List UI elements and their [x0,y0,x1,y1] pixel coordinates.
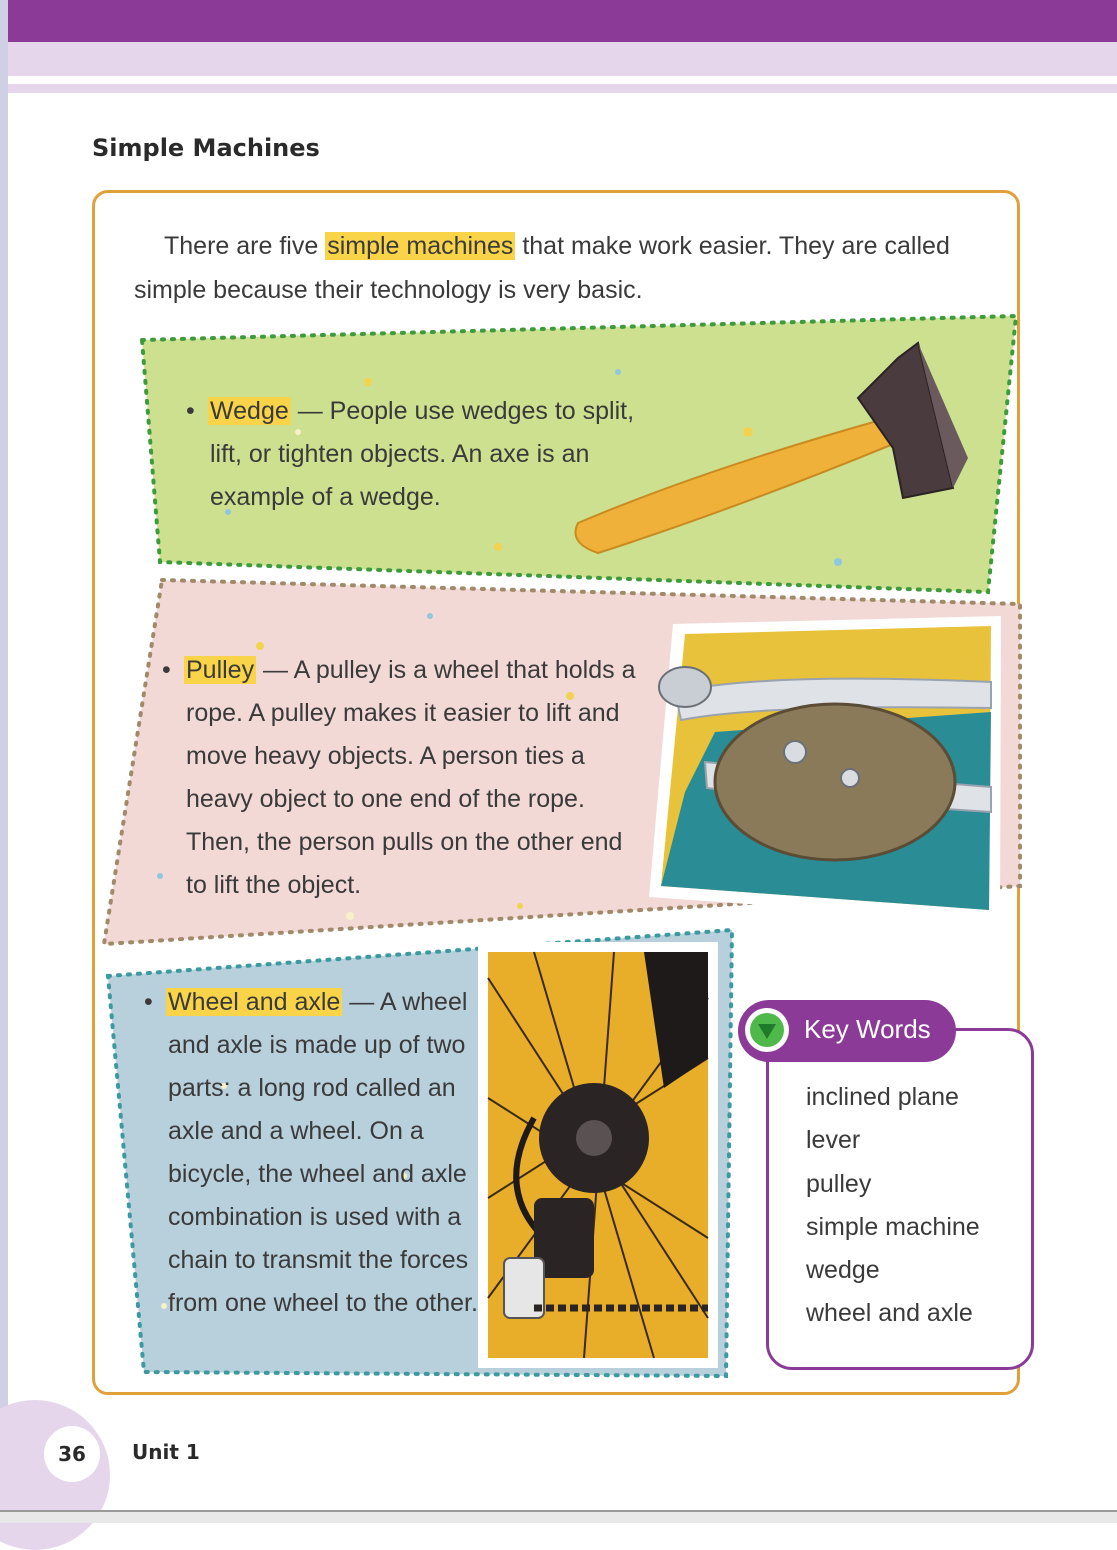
bullet-dot: • [162,656,171,684]
key-words-title: Key Words [804,1014,931,1044]
wheel-axle-text [144,981,486,1325]
key-word-item: wheel and axle [806,1299,973,1328]
key-words-icon [745,1008,789,1052]
pulley-image [645,612,1005,932]
page-left-edge [0,0,8,1521]
intro-text-before: There are five [164,232,326,260]
header-band [8,42,1117,76]
wheel-axle-term: Wheel and axle [168,988,341,1016]
wedge-card [138,312,1020,597]
header-stripe [8,84,1117,93]
wheel-axle-description: — A wheel and axle is made up of two parts: a long rod called an axle and a wheel. On a bicycle, the wheel and axle combination is used with a chain to transmit the forces from one wheel to the other. [168,988,478,1317]
triangle-down-icon [745,1008,789,1052]
intro-paragraph [134,224,994,312]
key-word-item: wedge [806,1256,880,1285]
bullet-dot: • [144,988,153,1016]
pulley-description: — A pulley is a wheel that holds a rope. A pulley makes it easier to lift and move heavy objects. A person ties a heavy object to one end of the rope. Then, the person pulls on the other end to lift the object. [186,656,636,899]
page-number: 36 [58,1442,86,1466]
header-bar [8,0,1117,42]
bullet-dot: • [186,397,195,425]
pulley-card [100,576,1025,946]
key-word-item: inclined plane [806,1083,959,1111]
key-word-item: pulley [806,1169,872,1198]
intro-highlight: simple machines [327,232,514,260]
page-bottom-edge [0,1510,1117,1523]
pulley-text [162,649,644,907]
bicycle-wheel-image [474,938,724,1378]
pulley-term: Pulley [186,656,255,684]
unit-label: Unit 1 [132,1440,200,1464]
key-words-list [806,1076,980,1336]
section-title: Simple Machines [92,134,320,162]
wedge-term: Wedge [210,397,289,425]
intro-text-after: that make work easier. They are called simple because their technology is very basic. [134,232,950,304]
wedge-text [186,390,650,519]
wheel-axle-card [104,926,738,1381]
key-word-item: lever [806,1126,861,1155]
wedge-description: — People use wedges to split, lift, or tighten objects. An axe is an example of a wedge. [210,397,635,511]
key-word-item: simple machine [806,1212,980,1241]
